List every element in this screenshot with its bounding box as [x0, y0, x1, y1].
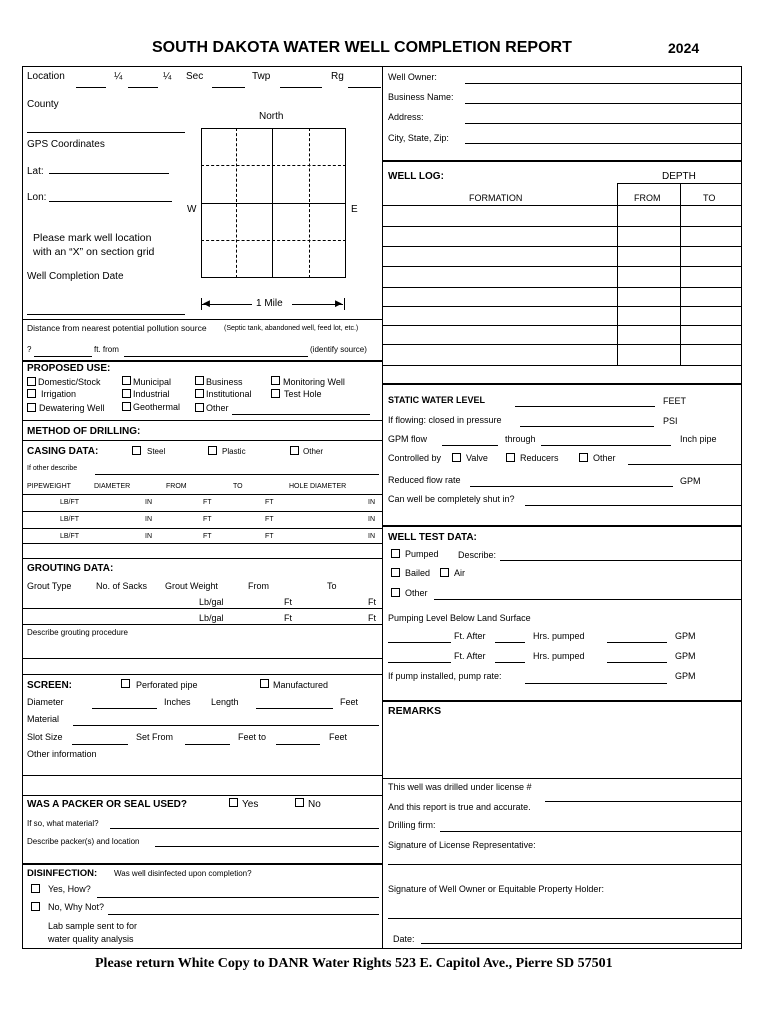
mark-instruction-2: with an “X” on section grid	[33, 246, 155, 258]
reducers-label: Reducers	[520, 453, 559, 463]
control-other-checkbox[interactable]	[579, 453, 588, 462]
disinfection-title: DISINFECTION:	[27, 868, 98, 879]
remarks-area[interactable]	[388, 720, 738, 775]
rg-field[interactable]	[348, 77, 381, 88]
grout-row-line-2	[22, 624, 383, 625]
grid-dash-v1	[236, 128, 237, 278]
casing-row1-in-hole: IN	[368, 499, 375, 506]
reduced-gpm-label: GPM	[680, 476, 701, 486]
screen-length-field[interactable]	[256, 698, 333, 709]
pump-level2-field[interactable]	[388, 652, 451, 663]
grout-describe-line	[22, 658, 383, 659]
completion-date-field[interactable]	[27, 304, 185, 315]
packer-material-label: If so, what material?	[27, 819, 99, 828]
grid-mid-horizontal	[201, 203, 346, 204]
lab-sample-line2: water quality analysis	[48, 934, 134, 944]
completion-date-label: Well Completion Date	[27, 271, 124, 282]
scale-right-tick	[344, 298, 345, 310]
gpm2-field[interactable]	[607, 652, 667, 663]
pumped-checkbox[interactable]	[391, 549, 400, 558]
business-field[interactable]	[465, 93, 741, 104]
well-test-title: WELL TEST DATA:	[388, 532, 477, 543]
use-industrial-checkbox[interactable]	[122, 389, 131, 398]
log-row-line[interactable]	[382, 287, 742, 288]
through-field[interactable]	[541, 435, 671, 446]
sec-field[interactable]	[212, 77, 245, 88]
packer-describe-field[interactable]	[155, 836, 379, 847]
casing-row2-in: IN	[145, 516, 152, 523]
disinfection-no-field[interactable]	[108, 904, 379, 915]
log-header-from: FROM	[634, 193, 661, 203]
packer-no-label: No	[308, 799, 321, 810]
air-checkbox[interactable]	[440, 568, 449, 577]
screen-slot-field[interactable]	[72, 734, 128, 745]
casing-row2-in-hole: IN	[368, 516, 375, 523]
disinfection-yes-label: Yes, How?	[48, 884, 91, 894]
casing-row-line-0	[22, 494, 383, 495]
screen-inches-label: Inches	[164, 697, 191, 707]
drilling-firm-field[interactable]	[440, 821, 741, 832]
lab-sample-line1: Lab sample sent to for	[48, 921, 138, 931]
divider-disinfection	[22, 863, 383, 865]
grout-row1-ft-from: Ft	[284, 597, 292, 607]
use-industrial-label: Industrial	[133, 389, 170, 399]
lat-field[interactable]	[49, 163, 169, 174]
scale-arrow-left-icon: ◀	[203, 298, 210, 308]
casing-row2-ft-from: FT	[203, 516, 212, 523]
test-other-checkbox[interactable]	[391, 588, 400, 597]
divider-packer	[22, 795, 383, 796]
frame-left	[22, 66, 23, 949]
use-business-checkbox[interactable]	[195, 376, 204, 385]
ft-after-label-1: Ft. After	[454, 631, 486, 641]
grid-dash-h1	[201, 165, 346, 166]
casing-steel-checkbox[interactable]	[132, 446, 141, 455]
hrs-pumped-label-1: Hrs. pumped	[533, 631, 585, 641]
bailed-label: Bailed	[405, 568, 431, 578]
gpm1-field[interactable]	[607, 632, 667, 643]
use-other-field[interactable]	[232, 404, 370, 415]
location-label: Location	[27, 71, 65, 82]
casing-row2-lbft: LB/FT	[60, 516, 80, 523]
use-geothermal-checkbox[interactable]	[122, 402, 131, 411]
screen-feet-label: Feet	[340, 697, 359, 707]
use-municipal-checkbox[interactable]	[122, 376, 131, 385]
valve-label: Valve	[466, 453, 488, 463]
date-label: Date:	[393, 934, 415, 944]
casing-row1-lbft: LB/FT	[60, 499, 80, 506]
screen-set-from-field[interactable]	[185, 734, 230, 745]
valve-checkbox[interactable]	[452, 453, 461, 462]
casing-row3-ft-to: FT	[265, 533, 274, 540]
divider-proposed-use	[22, 360, 383, 362]
drilling-firm-label: Drilling firm:	[388, 820, 436, 830]
mile-label: 1 Mile	[256, 298, 283, 309]
use-institutional-checkbox[interactable]	[195, 389, 204, 398]
license-label: This well was drilled under license #	[388, 782, 532, 792]
pumping-level-label: Pumping Level Below Land Surface	[388, 613, 531, 623]
casing-row1-in: IN	[145, 499, 152, 506]
use-domestic-label: Domestic/Stock	[38, 377, 101, 387]
screen-diameter-field[interactable]	[92, 698, 157, 709]
log-row-line[interactable]	[382, 266, 742, 267]
footer-instruction: Please return White Copy to DANR Water Rights 523 E. Capitol Ave., Pierre SD 57501	[95, 956, 613, 971]
grout-row2-ft-to: Ft	[368, 613, 376, 623]
screen-other-line	[22, 775, 383, 776]
divider-well-test	[382, 525, 742, 527]
log-col-divider-1	[617, 183, 618, 365]
twp-field[interactable]	[280, 77, 322, 88]
source-field[interactable]	[124, 346, 308, 357]
use-test-hole-label: Test Hole	[284, 389, 322, 399]
controlled-label: Controlled by	[388, 453, 442, 463]
use-monitoring-checkbox[interactable]	[271, 376, 280, 385]
grout-row2-lbgal: Lb/gal	[199, 613, 224, 623]
reduced-flow-label: Reduced flow rate	[388, 475, 461, 485]
gpm-label-1: GPM	[675, 631, 696, 641]
screen-material-label: Material	[27, 714, 60, 724]
divider-license	[382, 778, 742, 779]
lon-label: Lon:	[27, 192, 47, 203]
screen-length-label: Length	[211, 697, 239, 707]
grout-row1-ft-to: Ft	[368, 597, 376, 607]
gpm-flow-label: GPM flow	[388, 434, 428, 444]
well-log-title: WELL LOG:	[388, 171, 444, 182]
grout-row1-lbgal: Lb/gal	[199, 597, 224, 607]
test-other-field[interactable]	[434, 589, 741, 600]
twp-label: Twp	[252, 71, 271, 82]
owner-label: Well Owner:	[388, 72, 437, 82]
grouting-title: GROUTING DATA:	[27, 563, 114, 574]
lon-field[interactable]	[49, 191, 172, 202]
use-dewatering-label: Dewatering Well	[39, 403, 105, 413]
log-row-line[interactable]	[382, 246, 742, 247]
pump-level1-field[interactable]	[388, 632, 451, 643]
casing-row1-ft-to: FT	[265, 499, 274, 506]
packer-describe-label: Describe packer(s) and location	[27, 837, 140, 846]
screen-other-info-label: Other information	[27, 749, 97, 759]
casing-row3-in: IN	[145, 533, 152, 540]
describe-label: Describe:	[458, 550, 497, 560]
flowing-label: If flowing: closed in pressure	[388, 415, 502, 425]
screen-manufactured-label: Manufactured	[273, 680, 329, 690]
casing-row-line-2	[22, 528, 383, 529]
business-label: Business Name:	[388, 92, 454, 102]
use-institutional-label: Institutional	[206, 389, 252, 399]
ft-from-label: ft. from	[94, 345, 119, 354]
pumped-label: Pumped	[405, 549, 439, 559]
use-business-label: Business	[206, 377, 243, 387]
divider-well-log	[382, 160, 742, 162]
distance-label: Distance from nearest potential pollution source	[27, 323, 207, 333]
test-other-label: Other	[405, 588, 428, 598]
static-level-field[interactable]	[515, 396, 655, 407]
inch-pipe-label: Inch pipe	[680, 434, 717, 444]
address-field[interactable]	[465, 113, 741, 124]
casing-header-pipeweight: PIPEWEIGHT	[27, 483, 71, 490]
log-row-line[interactable]	[382, 226, 742, 227]
county-label: County	[27, 99, 59, 110]
screen-slot-label: Slot Size	[27, 732, 63, 742]
grout-type-label: Grout Type	[27, 581, 72, 591]
grout-describe-label: Describe grouting procedure	[27, 628, 128, 637]
divider-distance	[22, 319, 383, 320]
air-label: Air	[454, 568, 465, 578]
use-irrigation-label: Irrigation	[41, 389, 77, 399]
disinfection-yes-checkbox[interactable]	[31, 884, 40, 893]
ft-after-label-2: Ft. After	[454, 651, 486, 661]
shut-in-label: Can well be completely shut in?	[388, 494, 515, 504]
quarter1-label: ¼	[114, 71, 123, 82]
log-header-to: TO	[703, 193, 716, 203]
grid-dash-h2	[201, 240, 346, 241]
scale-arrow-right-icon: ▶	[335, 298, 342, 308]
reduced-flow-field[interactable]	[470, 476, 673, 487]
city-field[interactable]	[465, 133, 741, 144]
log-row-line[interactable]	[382, 325, 742, 326]
well-log-depth: DEPTH	[662, 171, 696, 182]
disinfection-no-checkbox[interactable]	[31, 902, 40, 911]
owner-field[interactable]	[465, 73, 741, 84]
divider-casing	[22, 440, 383, 441]
remarks-title: REMARKS	[388, 705, 442, 717]
use-other-label: Other	[206, 403, 229, 413]
screen-perforated-label: Perforated pipe	[136, 680, 198, 690]
casing-plastic-checkbox[interactable]	[208, 446, 217, 455]
hrs-pumped-label-2: Hrs. pumped	[533, 651, 585, 661]
city-label: City, State, Zip:	[388, 133, 449, 143]
true-accurate-label: And this report is true and accurate.	[388, 802, 531, 812]
east-label: E	[351, 204, 358, 215]
date-field[interactable]	[421, 933, 741, 944]
casing-header-from: FROM	[166, 483, 187, 490]
sig-license-label: Signature of License Representative:	[388, 840, 536, 850]
sec-label: Sec	[186, 71, 204, 82]
log-row-line[interactable]	[382, 205, 742, 206]
use-geothermal-label: Geothermal	[133, 402, 181, 412]
divider-grouting	[22, 558, 383, 559]
identify-source-label: (identify source)	[310, 345, 367, 354]
casing-if-other-label: If other describe	[27, 465, 78, 472]
form-year: 2024	[668, 40, 700, 56]
screen-manufactured-checkbox[interactable]	[260, 679, 269, 688]
lat-label: Lat:	[27, 166, 44, 177]
distance-ft-field[interactable]	[34, 346, 92, 357]
screen-title: SCREEN:	[27, 680, 73, 691]
grout-row-line-1	[22, 608, 383, 609]
distance-question: ?	[27, 345, 32, 354]
casing-steel-label: Steel	[147, 447, 166, 456]
quarter2-field[interactable]	[128, 77, 158, 88]
packer-title: WAS A PACKER OR SEAL USED?	[27, 799, 188, 810]
describe-field[interactable]	[500, 550, 741, 561]
mark-instruction-1: Please mark well location	[33, 232, 152, 244]
distance-note: (Septic tank, abandoned well, feed lot, etc.)	[224, 325, 359, 332]
log-row-line[interactable]	[382, 365, 742, 366]
gpm-flow-field[interactable]	[442, 435, 498, 446]
use-domestic-checkbox[interactable]	[27, 377, 36, 386]
screen-set-to-field[interactable]	[276, 734, 320, 745]
log-row-line[interactable]	[382, 344, 742, 345]
screen-feet-to-label: Feet to	[238, 732, 267, 742]
log-col-divider-2	[680, 183, 681, 365]
frame-right	[741, 66, 742, 949]
packer-yes-checkbox[interactable]	[229, 798, 238, 807]
divider-remarks	[382, 700, 742, 702]
divider-method	[22, 420, 383, 421]
use-municipal-label: Municipal	[133, 377, 172, 387]
divider-screen	[22, 674, 383, 675]
reducers-checkbox[interactable]	[506, 453, 515, 462]
casing-row3-ft-from: FT	[203, 533, 212, 540]
method-title: METHOD OF DRILLING:	[27, 426, 141, 437]
use-other-checkbox[interactable]	[195, 403, 204, 412]
screen-diameter-label: Diameter	[27, 697, 64, 707]
casing-other-label: Other	[303, 447, 324, 456]
quarter2-label: ¼	[163, 71, 172, 82]
grid-dash-v2	[309, 128, 310, 278]
casing-plastic-label: Plastic	[222, 447, 246, 456]
control-other-label: Other	[593, 453, 616, 463]
static-feet-label: FEET	[663, 396, 687, 406]
use-dewatering-checkbox[interactable]	[27, 403, 36, 412]
static-title: STATIC WATER LEVEL	[388, 395, 485, 405]
control-other-field[interactable]	[628, 454, 741, 465]
hrs1-field[interactable]	[495, 632, 525, 643]
casing-header-hole-diameter: HOLE DIAMETER	[289, 483, 347, 490]
casing-row-line-3	[22, 543, 383, 544]
grout-sacks-label: No. of Sacks	[96, 581, 148, 591]
flowing-pressure-field[interactable]	[520, 416, 654, 427]
packer-no-checkbox[interactable]	[295, 798, 304, 807]
form-title: SOUTH DAKOTA WATER WELL COMPLETION REPORT	[152, 39, 572, 56]
casing-row1-ft-from: FT	[203, 499, 212, 506]
use-test-hole-checkbox[interactable]	[271, 389, 280, 398]
disinfection-question: Was well disinfected upon completion?	[114, 869, 252, 878]
screen-set-from-label: Set From	[136, 732, 174, 742]
through-label: through	[505, 434, 536, 444]
west-label: W	[187, 204, 197, 215]
county-field[interactable]	[27, 122, 185, 133]
casing-header-diameter: DIAMETER	[94, 483, 131, 490]
packer-material-field[interactable]	[110, 818, 379, 829]
disinfection-no-label: No, Why Not?	[48, 902, 105, 912]
casing-title: CASING DATA:	[27, 446, 99, 457]
grout-to-label: To	[327, 581, 337, 591]
casing-other-checkbox[interactable]	[290, 446, 299, 455]
casing-row-line-1	[22, 511, 383, 512]
sig-license-field[interactable]	[388, 854, 741, 865]
pump-rate-field[interactable]	[525, 673, 667, 684]
packer-yes-label: Yes	[242, 799, 259, 810]
gps-label: GPS Coordinates	[27, 139, 105, 150]
north-label: North	[259, 111, 284, 122]
use-monitoring-label: Monitoring Well	[283, 377, 345, 387]
casing-row2-ft-to: FT	[265, 516, 274, 523]
psi-label: PSI	[663, 416, 678, 426]
divider-static	[382, 383, 742, 385]
pump-rate-label: If pump installed, pump rate:	[388, 671, 502, 681]
casing-row3-in-hole: IN	[368, 533, 375, 540]
grout-from-label: From	[248, 581, 269, 591]
grout-row2-ft-from: Ft	[284, 613, 292, 623]
log-depth-line	[617, 183, 741, 184]
use-irrigation-checkbox[interactable]	[27, 389, 36, 398]
log-row-line[interactable]	[382, 306, 742, 307]
gpm-label-2: GPM	[675, 651, 696, 661]
sig-owner-label: Signature of Well Owner or Equitable Property Holder:	[388, 884, 604, 894]
disinfection-yes-field[interactable]	[97, 887, 379, 898]
license-field[interactable]	[545, 791, 741, 802]
screen-material-field[interactable]	[73, 715, 379, 726]
screen-perforated-checkbox[interactable]	[121, 679, 130, 688]
casing-header-to: TO	[233, 483, 243, 490]
log-header-formation: FORMATION	[469, 193, 523, 203]
bailed-checkbox[interactable]	[391, 568, 400, 577]
casing-row3-lbft: LB/FT	[60, 533, 80, 540]
address-label: Address:	[388, 112, 424, 122]
sig-owner-field[interactable]	[388, 908, 741, 919]
gpm-label-3: GPM	[675, 671, 696, 681]
quarter1-field[interactable]	[76, 77, 106, 88]
casing-other-field[interactable]	[95, 464, 379, 475]
hrs2-field[interactable]	[495, 652, 525, 663]
screen-feet2-label: Feet	[329, 732, 348, 742]
proposed-use-title: PROPOSED USE:	[27, 363, 111, 374]
rg-label: Rg	[331, 71, 344, 82]
grout-weight-label: Grout Weight	[165, 581, 218, 591]
column-divider	[382, 66, 383, 949]
shut-in-field[interactable]	[525, 495, 741, 506]
